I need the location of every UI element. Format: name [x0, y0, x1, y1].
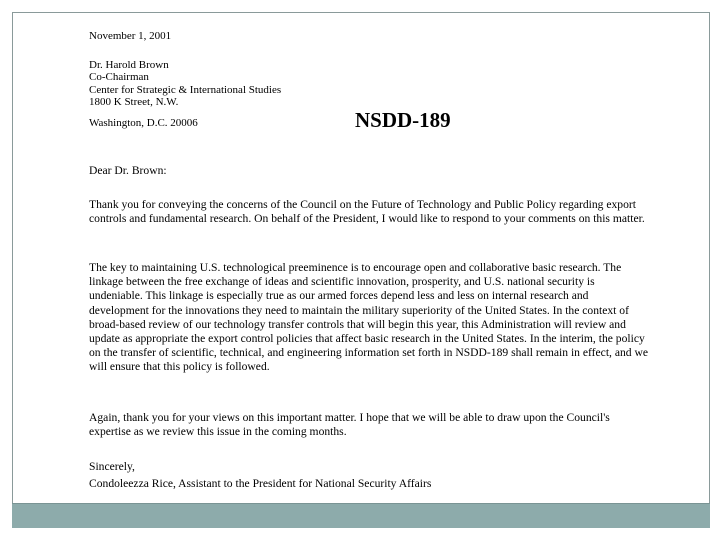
- address-line: Dr. Harold Brown: [89, 59, 169, 71]
- salutation: Dear Dr. Brown:: [89, 164, 167, 177]
- recipient-address: [89, 59, 281, 109]
- paragraph: Again, thank you for your views on this important matter. I hope that we will be able to draw upon the Council's expertise as we review this issue in the coming months.: [89, 411, 610, 439]
- letter-date: November 1, 2001: [89, 30, 172, 42]
- slide-title: NSDD-189: [355, 108, 451, 132]
- address-line: 1800 K Street, N.W.: [89, 96, 179, 109]
- address-line: Co-Chairman: [89, 71, 149, 84]
- closing: Sincerely,: [89, 460, 135, 473]
- signature: Condoleezza Rice, Assistant to the President for National Security Affairs: [89, 477, 432, 490]
- footer-bar: [12, 503, 710, 528]
- paragraph: Thank you for conveying the concerns of the Council on the Future of Technology and Public Policy regarding export controls and fundamental research. On behalf of the President, I would like to respond to your comments on this matter.: [89, 198, 645, 226]
- address-city: Washington, D.C. 20006: [89, 117, 198, 129]
- paragraph: The key to maintaining U.S. technological preeminence is to encourage open and collaborative basic research. The linkage between the free exchange of ideas and scientific innovation, prosperity, and U.S. national security is undeniable. This linkage is especially true as our armed forces depend less and less on internal research and development for the innovations they need to maintain the military superiority of the United States. In the context of broad-based review of our technology transfer controls that will begin this year, this Administration will review and update as appropriate the export control policies that affect basic research in the United States. In the interim, the policy on the transfer of scientific, technical, and engineering information set forth in NSDD-189 shall remain in effect, and we will ensure that this policy is followed.: [89, 261, 649, 374]
- address-line: Center for Strategic & International Studies: [89, 83, 282, 96]
